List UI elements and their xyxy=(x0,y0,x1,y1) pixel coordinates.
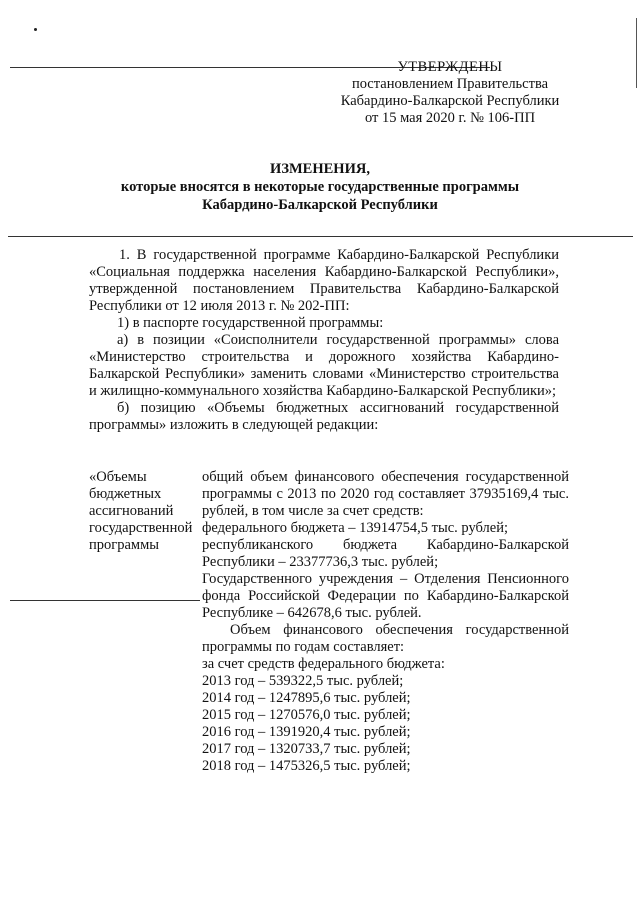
total-volume-text: общий объем финансового обеспечения государственной программы с 2013 по 2020 год составляет 37935169,4 тыс. рублей, в том числе за счет средств: xyxy=(202,469,569,519)
title-sub-1: которые вносятся в некоторые государственные программы xyxy=(120,179,520,195)
year-line: 2015 год – 1270576,0 тыс. рублей; xyxy=(202,707,411,723)
federal-source-text: за счет средств федерального бюджета: xyxy=(202,656,445,672)
year-line: 2018 год – 1475326,5 тыс. рублей; xyxy=(202,758,411,774)
label-line: ассигнований xyxy=(89,503,174,519)
republic-budget-text: республиканского бюджета Кабардино-Балкарской Республики – 23377736,3 тыс. рублей; xyxy=(202,537,569,570)
scan-speck xyxy=(34,28,37,31)
year-line: 2017 год – 1320733,7 тыс. рублей; xyxy=(202,741,411,757)
document-title xyxy=(70,160,570,214)
title-main: ИЗМЕНЕНИЯ, xyxy=(270,161,370,177)
label-line: программы xyxy=(89,537,159,553)
approved-heading: УТВЕРЖДЕНЫ xyxy=(397,59,503,75)
approved-line-1: постановлением Правительства xyxy=(351,76,549,92)
label-line: «Объемы xyxy=(89,469,147,485)
scan-edge-line xyxy=(636,18,637,88)
label-line: государственной xyxy=(89,520,193,536)
title-rule xyxy=(8,236,633,237)
approved-line-2: Кабардино-Балкарской Республики xyxy=(340,93,560,109)
year-line: 2016 год – 1391920,4 тыс. рублей; xyxy=(202,724,411,740)
federal-budget-text: федерального бюджета – 13914754,5 тыс. рублей; xyxy=(202,520,509,536)
paragraph-2: 1) в паспорте государственной программы: xyxy=(117,315,384,331)
title-sub-2: Кабардино-Балкарской Республики xyxy=(202,197,438,213)
table-divider-rule xyxy=(10,600,200,601)
paragraph-3: а) в позиции «Соисполнители государственной программы» слова «Министерство строительства и дорожного хозяйства Кабардино-Балкарской Республики» заменить словами «Министерство строительства и жилищно-коммунального хозяйства Кабардино-Балкарской Республики»; xyxy=(89,332,559,399)
table-value-cell xyxy=(202,469,569,775)
document-body xyxy=(89,247,559,434)
year-line: 2013 год – 539322,5 тыс. рублей; xyxy=(202,673,404,689)
approval-stamp xyxy=(300,59,600,127)
table-label-cell xyxy=(89,469,201,554)
approved-line-3: от 15 мая 2020 г. № 106-ПП xyxy=(364,110,536,126)
pension-fund-text: Государственного учреждения – Отделения Пенсионного фонда Российской Федерации по Кабардино-Балкарской Республике – 642678,6 тыс. рублей. xyxy=(202,571,569,621)
year-line: 2014 год – 1247895,6 тыс. рублей; xyxy=(202,690,411,706)
label-line: бюджетных xyxy=(89,486,162,502)
paragraph-1: 1. В государственной программе Кабардино-Балкарской Республики «Социальная поддержка населения Кабардино-Балкарской Республики», утвержденной постановлением Правительства Кабардино-Балкарской Республики от 12 июля 2013 г. № 202-ПП: xyxy=(89,247,559,314)
by-years-text: Объем финансового обеспечения государственной программы по годам составляет: xyxy=(202,622,569,655)
paragraph-4: б) позицию «Объемы бюджетных ассигнований государственной программы» изложить в следующей редакции: xyxy=(89,400,559,433)
